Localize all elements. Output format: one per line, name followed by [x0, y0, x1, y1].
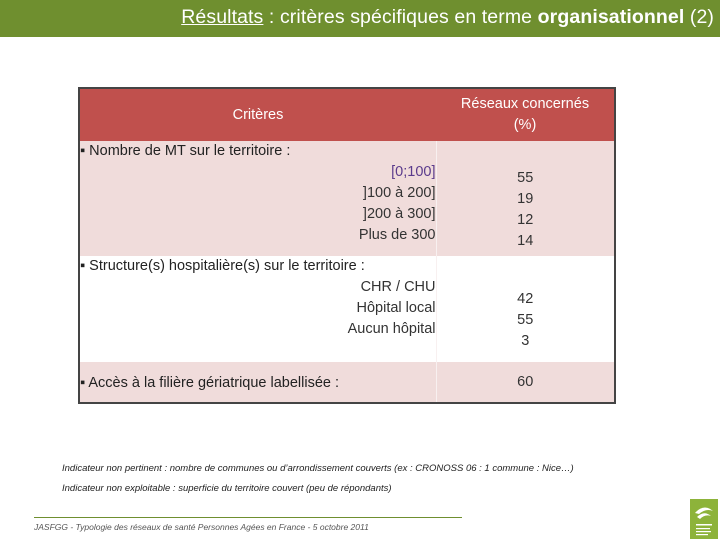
value-item: 14: [517, 232, 534, 249]
option-item: [0;100]: [391, 164, 436, 180]
criteria-cell: [79, 362, 436, 403]
header-reseaux-line1: Réseaux concernés: [460, 96, 590, 112]
note-item: Indicateur non pertinent : nombre de communes ou d’arrondissement couverts (ex : CRONOSS 06 : 1 commune : Nice…): [62, 463, 574, 474]
title-suffix: (2): [684, 6, 714, 28]
value-item: 55: [517, 169, 534, 186]
title-bar: [0, 0, 720, 37]
table-row: [79, 141, 615, 256]
notes: [62, 459, 574, 499]
criteria-table: [78, 87, 616, 404]
note-item: Indicateur non exploitable : superficie du territoire couvert (peu de répondants): [62, 483, 392, 494]
footer-text: JASFGG - Typologie des réseaux de santé Personnes Agées en France - 5 octobre 2011: [34, 522, 369, 532]
footer-divider: [34, 517, 462, 518]
value-cell: [436, 256, 615, 362]
table-row: [79, 362, 615, 403]
criteria-cell: [79, 256, 436, 362]
row-options: [80, 277, 436, 340]
value-cell: [436, 141, 615, 256]
header-criteres: Critères: [79, 88, 436, 141]
title-underlined-word: Résultats: [181, 6, 264, 28]
criteria-cell: [79, 141, 436, 256]
value-item: 12: [517, 211, 534, 228]
value-item: 19: [517, 190, 534, 207]
header-reseaux-line2: (%): [513, 117, 537, 133]
option-item: ]200 à 300]: [362, 206, 436, 222]
value-item: 60: [517, 373, 534, 390]
table-row: [79, 256, 615, 362]
row-category: ▪ Accès à la filière gériatrique labellisée :: [80, 374, 340, 391]
row-category: ▪ Nombre de MT sur le territoire :: [80, 143, 291, 159]
option-item: Aucun hôpital: [347, 321, 436, 337]
value-item: 42: [517, 290, 534, 307]
option-item: CHR / CHU: [360, 279, 436, 295]
option-item: Hôpital local: [356, 300, 436, 316]
header-reseaux: [436, 88, 615, 141]
title-middle: : critères spécifiques en terme: [263, 6, 538, 28]
value-item: 3: [521, 332, 530, 349]
page-title: [0, 6, 714, 29]
table-header-row: [79, 88, 615, 141]
value-cell: [436, 362, 615, 403]
value-item: 55: [517, 311, 534, 328]
logo-icon: [690, 499, 718, 539]
option-item: ]100 à 200]: [362, 185, 436, 201]
row-options: [80, 162, 436, 246]
title-bold-word: organisationnel: [537, 6, 685, 28]
option-item: Plus de 300: [358, 227, 436, 243]
row-category: ▪ Structure(s) hospitalière(s) sur le territoire :: [80, 258, 365, 274]
